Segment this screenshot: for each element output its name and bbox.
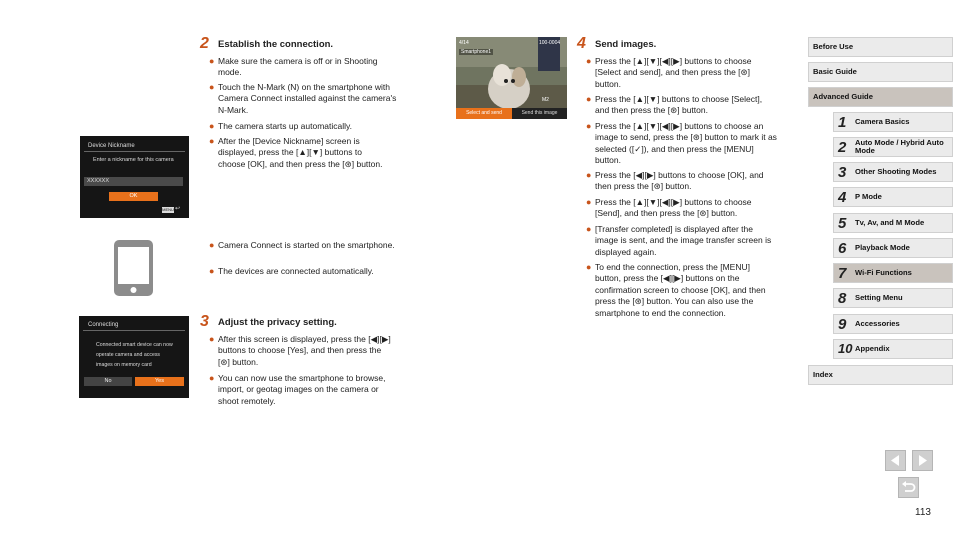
folder-number: 100-0004 bbox=[539, 40, 561, 46]
image-counter: 4/14 bbox=[459, 40, 469, 46]
arrow-right-icon bbox=[913, 451, 932, 470]
step-3-title: Adjust the privacy setting. bbox=[218, 317, 337, 328]
step-3-bullet: ● You can now use the smartphone to browse, import, or geotag images on the camera or shoot remotely. bbox=[209, 373, 386, 406]
step-4-bullet: ● To end the connection, press the [MENU] button, press the [◀][▶] buttons on the confirmation screen to choose [OK], and then press the [⊛] button. You can also use the smartphone to end the connection. bbox=[586, 262, 766, 318]
return-icon bbox=[899, 478, 918, 497]
nickname-prompt: Enter a nickname for this camera bbox=[93, 157, 174, 163]
return-button[interactable] bbox=[898, 477, 919, 498]
device-name: Smartphone1 bbox=[461, 49, 492, 55]
connecting-screen bbox=[79, 316, 189, 398]
previous-page-button[interactable] bbox=[885, 450, 906, 471]
nav-chapter-5[interactable]: 5 Tv, Av, and M Mode bbox=[833, 213, 953, 233]
nav-chapter-3[interactable]: 3 Other Shooting Modes bbox=[833, 162, 953, 182]
screen-title: Device Nickname bbox=[88, 143, 135, 149]
device-nickname-screen bbox=[80, 136, 189, 218]
image-size: M2 bbox=[542, 97, 549, 103]
step-4-bullet: ● Press the [◀][▶] buttons to choose [OK], and then press the [⊛] button. bbox=[586, 170, 764, 192]
step-4-bullet: ● Press the [▲][▼] buttons to choose [Select], and then press the [⊛] button. bbox=[586, 94, 763, 116]
send-image-screen bbox=[456, 37, 567, 119]
step-2-bullet: ● Touch the N-Mark (N) on the smartphone with Camera Connect installed against the camera's N-Mark. bbox=[209, 82, 397, 115]
step-4-bullet: ● [Transfer completed] is displayed after the image is sent, and the image transfer screen is displayed again. bbox=[586, 224, 772, 257]
nav-chapter-2[interactable]: 2 Auto Mode / Hybrid Auto Mode bbox=[833, 137, 953, 157]
nav-chapter-4[interactable]: 4 P Mode bbox=[833, 187, 953, 207]
nav-advanced-guide[interactable]: Advanced Guide bbox=[808, 87, 953, 107]
nickname-field[interactable]: XXXXXX bbox=[84, 177, 183, 186]
connecting-message: Connected smart device can now operate camera and access images on memory card bbox=[96, 342, 173, 368]
nav-index[interactable]: Index bbox=[808, 365, 953, 385]
send-this-image-button[interactable]: Send this image bbox=[512, 108, 567, 119]
divider bbox=[83, 330, 185, 331]
nav-chapter-6[interactable]: 6 Playback Mode bbox=[833, 238, 953, 258]
step-4-title: Send images. bbox=[595, 39, 657, 50]
nav-chapter-10[interactable]: 10 Appendix bbox=[833, 339, 953, 359]
step-2-number: 2 bbox=[200, 35, 209, 52]
select-and-send-button[interactable]: Select and send bbox=[456, 108, 512, 119]
arrow-left-icon bbox=[886, 451, 905, 470]
step-2-bullet: ● The devices are connected automatically. bbox=[209, 266, 374, 276]
step-4-bullet: ● Press the [▲][▼][◀][▶] buttons to choose [Select and send], and then press the [⊛] button. bbox=[586, 56, 752, 89]
no-button[interactable]: No bbox=[84, 377, 132, 386]
nav-before-use[interactable]: Before Use bbox=[808, 37, 953, 57]
step-4-bullet: ● Press the [▲][▼][◀][▶] buttons to choose an image to send, press the [⊛] button to mark it as selected ([✓]), and then press the [MENU] button. bbox=[586, 121, 777, 166]
step-2-bullet: ● Make sure the camera is off or in Shooting mode. bbox=[209, 56, 378, 78]
step-2-bullet: ● The camera starts up automatically. bbox=[209, 121, 353, 131]
step-2-bullet: ● After the [Device Nickname] screen is displayed, press the [▲][▼] buttons to choose [OK], and then press the [⊛] button. bbox=[209, 136, 383, 169]
divider bbox=[84, 151, 185, 152]
step-2-bullet: ● Camera Connect is started on the smartphone. bbox=[209, 240, 395, 250]
step-3-number: 3 bbox=[200, 313, 209, 330]
screen-title: Connecting bbox=[88, 322, 119, 328]
nav-chapter-8[interactable]: 8 Setting Menu bbox=[833, 288, 953, 308]
step-4-bullet: ● Press the [▲][▼][◀][▶] buttons to choose [Send], and then press the [⊛] button. bbox=[586, 197, 752, 219]
nav-chapter-9[interactable]: 9 Accessories bbox=[833, 314, 953, 334]
nav-chapter-7[interactable]: 7 Wi-Fi Functions bbox=[833, 263, 953, 283]
menu-badge: MENU bbox=[162, 207, 174, 212]
ok-button[interactable]: OK bbox=[109, 192, 158, 201]
back-icon: ↩ bbox=[175, 206, 181, 212]
step-3-bullet: ● After this screen is displayed, press the [◀][▶] buttons to choose [Yes], and then press the [⊛] button. bbox=[209, 334, 391, 367]
next-page-button[interactable] bbox=[912, 450, 933, 471]
step-2-title: Establish the connection. bbox=[218, 39, 334, 50]
nav-chapter-1[interactable]: 1 Camera Basics bbox=[833, 112, 953, 132]
step-4-number: 4 bbox=[577, 35, 586, 52]
smartphone-icon bbox=[114, 240, 153, 296]
nav-basic-guide[interactable]: Basic Guide bbox=[808, 62, 953, 82]
yes-button[interactable]: Yes bbox=[135, 377, 184, 386]
page-number: 113 bbox=[915, 507, 931, 518]
